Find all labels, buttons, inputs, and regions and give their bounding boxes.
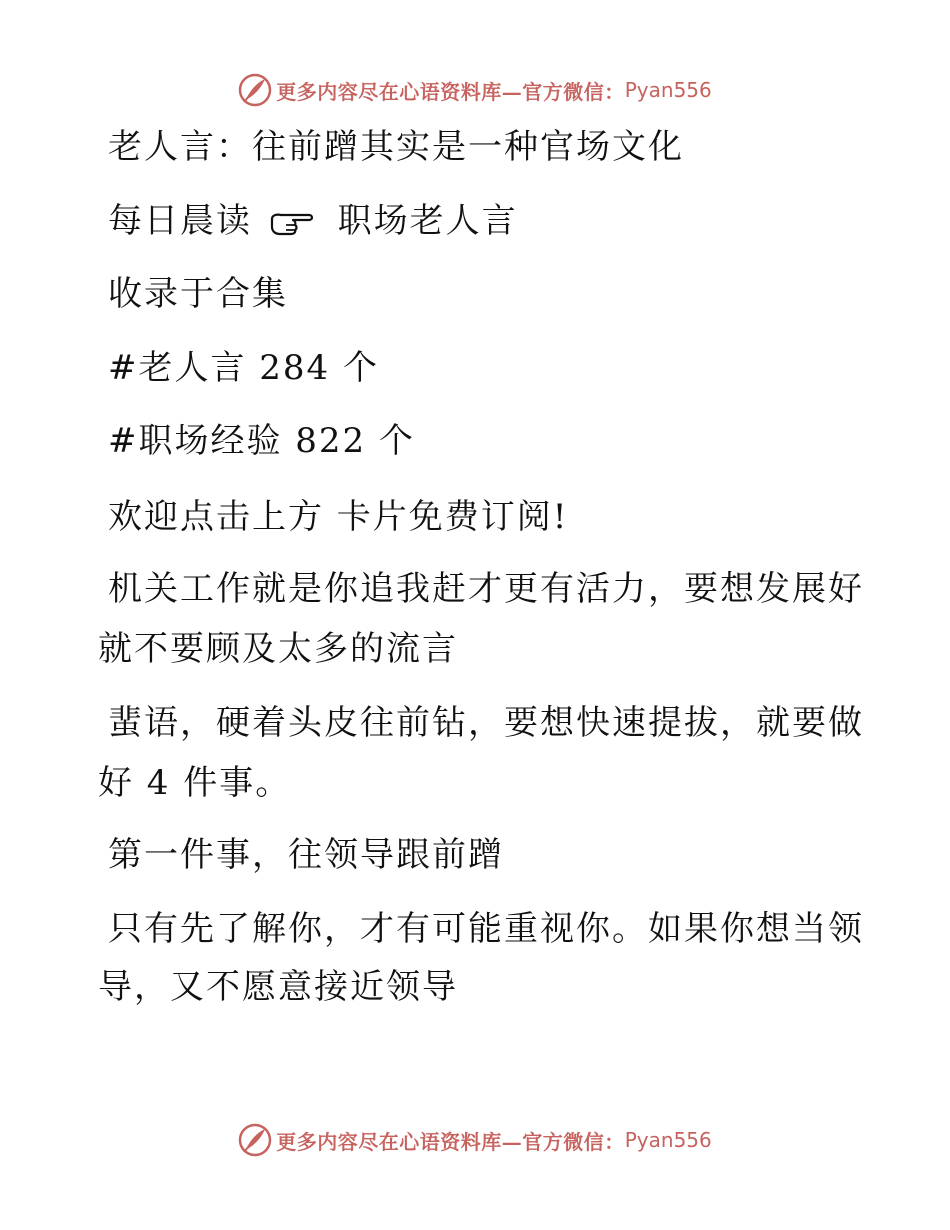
banner-wechat-label: 官方微信： xyxy=(522,79,625,104)
banner-text: 更多内容尽在心语资料库— xyxy=(276,1129,523,1154)
paragraph-2-line-1: 蜚语，硬着头皮往前钻，要想快速提拔，就要做 xyxy=(108,703,864,743)
series-line xyxy=(108,201,518,241)
banner-wechat-id: Pyan556 xyxy=(624,78,712,102)
section-heading-1: 第一件事，往领导跟前蹭 xyxy=(108,835,504,875)
banner-text: 更多内容尽在心语资料库— xyxy=(276,79,523,104)
series-suffix: 职场老人言 xyxy=(337,201,518,241)
footer-watermark-banner xyxy=(0,1120,950,1160)
feather-pen-logo-icon xyxy=(238,1123,272,1157)
paragraph-3-line-1: 只有先了解你，才有可能重视你。如果你想当领 xyxy=(108,909,864,949)
header-watermark-banner xyxy=(0,70,950,110)
banner-wechat-label: 官方微信： xyxy=(522,1129,625,1154)
pointing-hand-icon xyxy=(269,209,315,237)
article-title: 老人言：往前蹭其实是一种官场文化 xyxy=(108,127,684,167)
tag-laorenyan[interactable]: #老人言 284 个 xyxy=(108,348,379,388)
paragraph-1-line-1: 机关工作就是你追我赶才更有活力，要想发展好 xyxy=(108,569,864,609)
paragraph-3-line-2: 导，又不愿意接近领导 xyxy=(98,967,458,1007)
series-prefix: 每日晨读 xyxy=(108,201,252,241)
tag-zhichang-jingyan[interactable]: #职场经验 822 个 xyxy=(108,421,415,461)
collection-label: 收录于合集 xyxy=(108,274,288,314)
subscribe-text: 欢迎点击上方 卡片免费订阅! xyxy=(108,497,569,537)
paragraph-2-line-2: 好 4 件事。 xyxy=(98,763,292,803)
paragraph-1-line-2: 就不要顾及太多的流言 xyxy=(98,629,458,669)
banner-wechat-id: Pyan556 xyxy=(624,1128,712,1152)
feather-pen-logo-icon xyxy=(238,73,272,107)
